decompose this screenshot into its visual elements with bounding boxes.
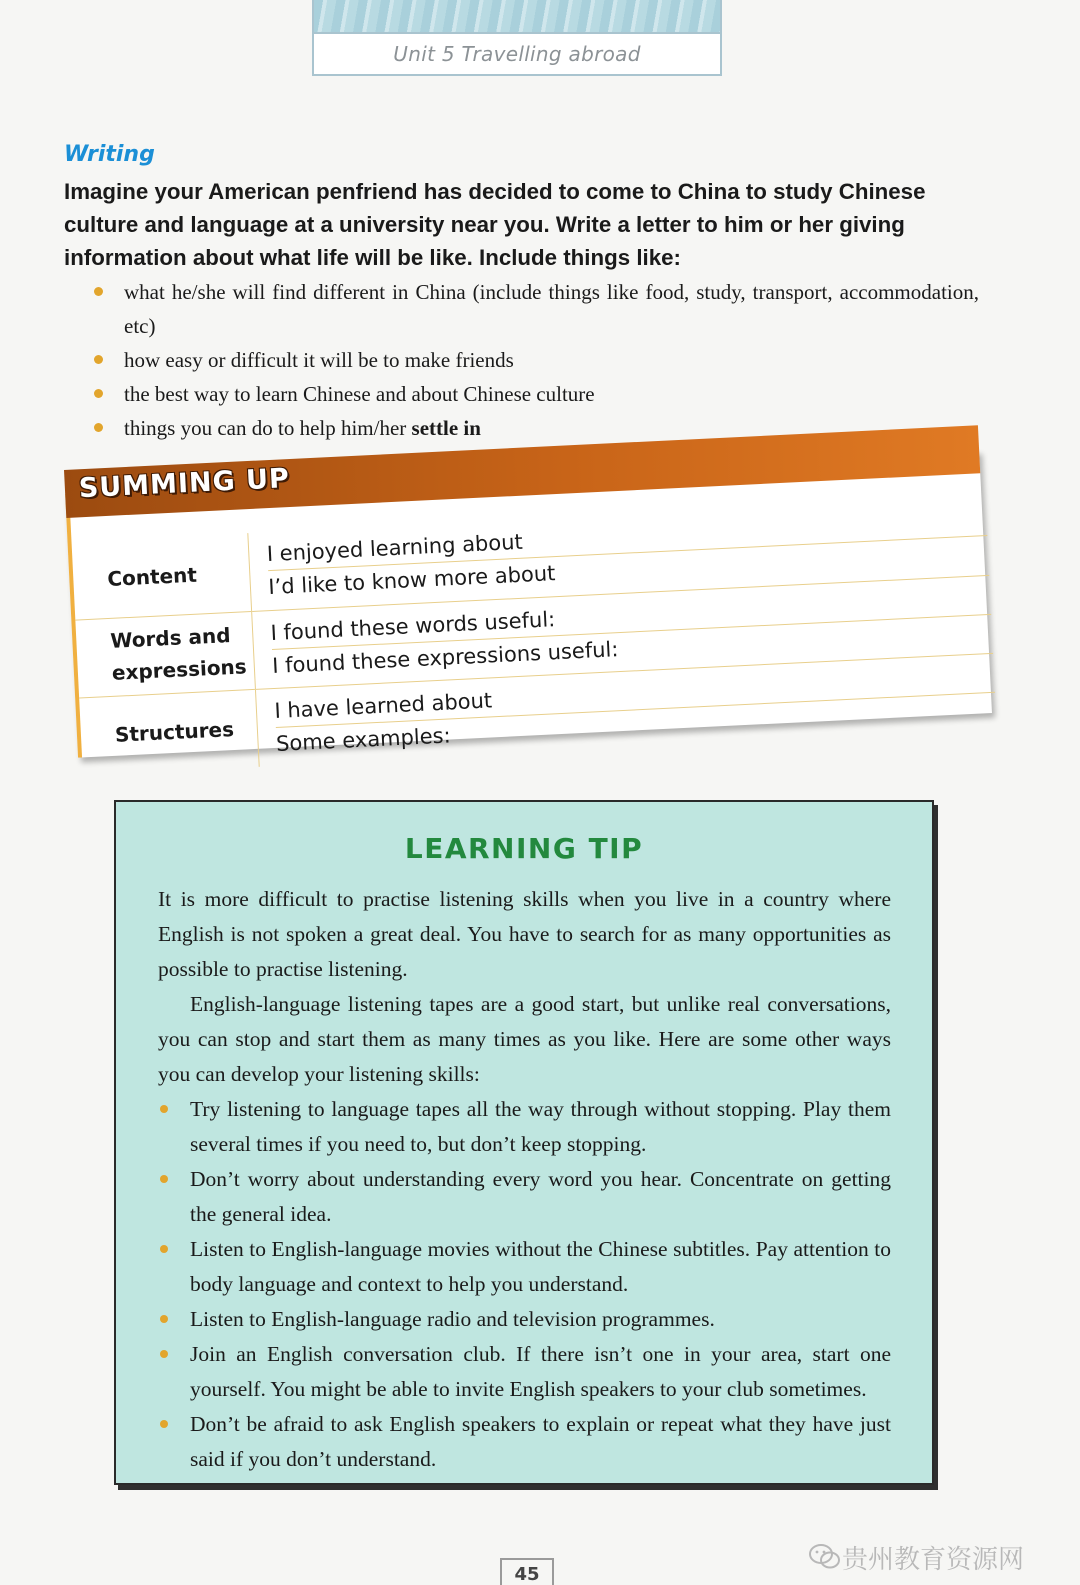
watermark [808, 1537, 1048, 1577]
prompt-line: I have learned about [273, 688, 493, 723]
bullet-icon [160, 1350, 168, 1358]
bullet-icon [160, 1105, 168, 1113]
bullet-icon [160, 1175, 168, 1183]
writing-heading: Writing [64, 142, 155, 167]
list-item: things you can do to help him/her settle in [94, 411, 979, 445]
learning-tip-title: LEARNING TIP [404, 832, 644, 865]
tip-paragraph: It is more difficult to practise listening skills when you live in a country where English is not spoken a great deal. You have to search for as many opportunities as possible to practise listening. [158, 887, 891, 981]
list-item: how easy or difficult it will be to make friends [94, 343, 979, 377]
list-item: Don’t be afraid to ask English speakers to explain or repeat what they have just said if you don’t understand. [158, 1407, 891, 1477]
list-item: what he/she will find different in China (include things like food, study, transport, accommodation, etc) [94, 275, 979, 343]
summing-up-title: SUMMING UP [78, 463, 291, 505]
tip-paragraph: English-language listening tapes are a good start, but unlike real conversations, you can stop and start them as many times as you like. Here are some other ways you can develop your listening skills: [158, 992, 891, 1086]
row-label: Content [72, 533, 252, 620]
bullet-icon [94, 423, 103, 432]
prompt-line: I enjoyed learning about [266, 529, 524, 567]
bullet-icon [94, 389, 103, 398]
prompt-line: Some examples: [275, 692, 996, 760]
bullet-icon [160, 1245, 168, 1253]
unit-header-banner [312, 0, 722, 76]
wechat-icon [808, 1543, 842, 1571]
row-label: Structures [79, 689, 259, 776]
prompt-line: I found these expressions useful: [271, 613, 992, 681]
key-phrase: settle in [411, 416, 481, 440]
prompt-line: I’d like to know more about [268, 535, 989, 603]
list-item: Listen to English-language movies without the Chinese subtitles. Pay attention to body language and context to help you understand. [158, 1232, 891, 1302]
learning-tip-box [114, 800, 934, 1485]
bullet-icon [94, 287, 103, 296]
row-label: Words and expressions [75, 611, 255, 698]
list-item: Join an English conversation club. If there isn’t one in your area, start one yourself. You might be able to invite English speakers to your club sometimes. [158, 1337, 891, 1407]
watermark-text: 贵州教育资源网 [842, 1544, 1025, 1575]
list-item: Listen to English-language radio and television programmes. [158, 1302, 891, 1337]
page-number: 45 [500, 1558, 554, 1585]
bullet-icon [94, 355, 103, 364]
bullet-icon [160, 1315, 168, 1323]
writing-prompt: Imagine your American penfriend has decided to come to China to study Chinese culture and language at a university near you. Write a letter to him or her giving information about what life will be like. Include things like: [64, 179, 926, 270]
summing-up-panel [64, 425, 992, 759]
list-item: the best way to learn Chinese and about Chinese culture [94, 377, 979, 411]
header-photo-strip [314, 0, 720, 34]
list-item: Don’t worry about understanding every word you hear. Concentrate on getting the general idea. [158, 1162, 891, 1232]
tip-bullet-list [158, 1092, 891, 1477]
unit-title: Unit 5 Travelling abroad [393, 42, 641, 66]
learning-tip-body [158, 882, 891, 1477]
summing-up-table [72, 497, 997, 775]
prompt-line: I found these words useful: [270, 606, 556, 645]
writing-bullet-list [94, 275, 979, 445]
list-item: Try listening to language tapes all the way through without stopping. Play them several times if you need to, but don’t keep stopping. [158, 1092, 891, 1162]
bullet-icon [160, 1420, 168, 1428]
